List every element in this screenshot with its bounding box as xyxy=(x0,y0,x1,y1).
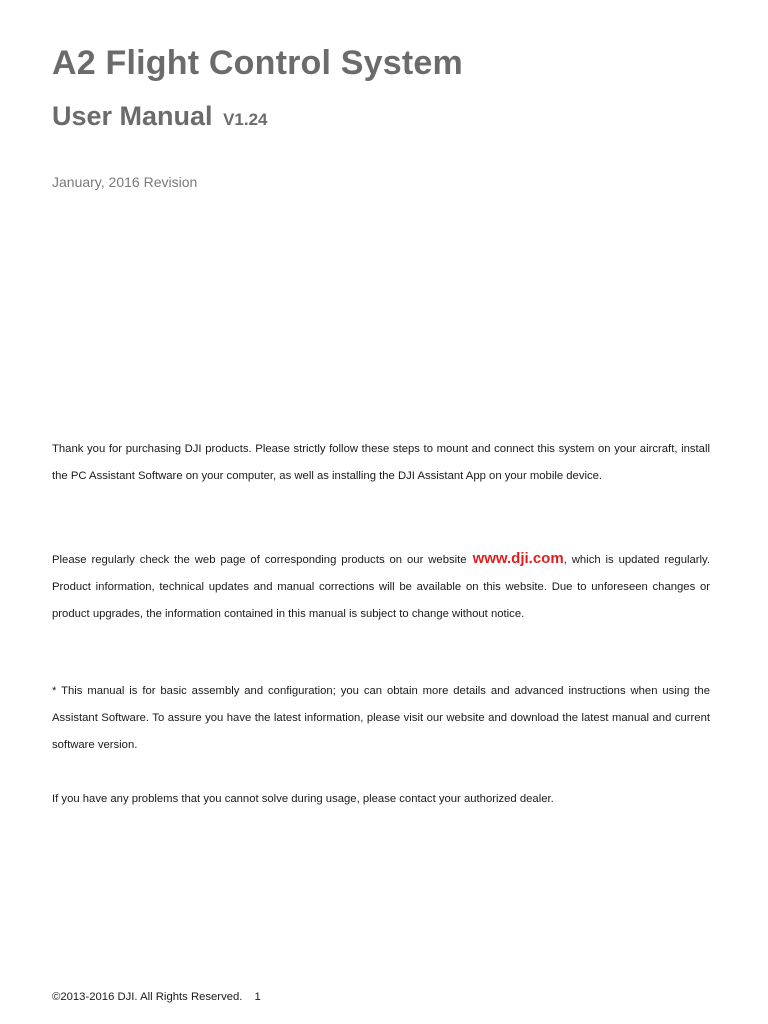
page-footer xyxy=(52,988,261,1006)
document-subtitle xyxy=(52,98,268,138)
website-link[interactable]: www.dji.com xyxy=(472,550,564,567)
copyright-notice: ©2013-2016 DJI. All Rights Reserved. xyxy=(52,991,243,1003)
website-paragraph-lead: Please regularly check the web page of corresponding products on our website xyxy=(52,554,467,566)
website-paragraph-rest: , which is updated regularly. Product information, technical updates and manual corrections will be available on this website. Due to unforeseen changes or product upgrades, the information contained in this manual is subject to change without notice. xyxy=(52,554,710,620)
note-paragraph: * This manual is for basic assembly and configuration; you can obtain more details and advanced instructions when using the Assistant Software. To assure you have the latest information, please visit our website and download the latest manual and current software version. xyxy=(52,685,710,751)
document-title: A2 Flight Control System xyxy=(52,44,463,82)
website-paragraph xyxy=(52,545,710,628)
revision-date: January, 2016 Revision xyxy=(52,174,198,190)
subtitle-text: User Manual xyxy=(52,101,213,131)
support-paragraph: If you have any problems that you cannot solve during usage, please contact your authorized dealer. xyxy=(52,793,554,805)
intro-paragraph: Thank you for purchasing DJI products. Please strictly follow these steps to mount and connect this system on your aircraft, install the PC Assistant Software on your computer, as well as installing the DJI Assistant App on your mobile device. xyxy=(52,443,710,482)
version-label: V1.24 xyxy=(223,110,268,129)
page-number: 1 xyxy=(254,991,261,1003)
